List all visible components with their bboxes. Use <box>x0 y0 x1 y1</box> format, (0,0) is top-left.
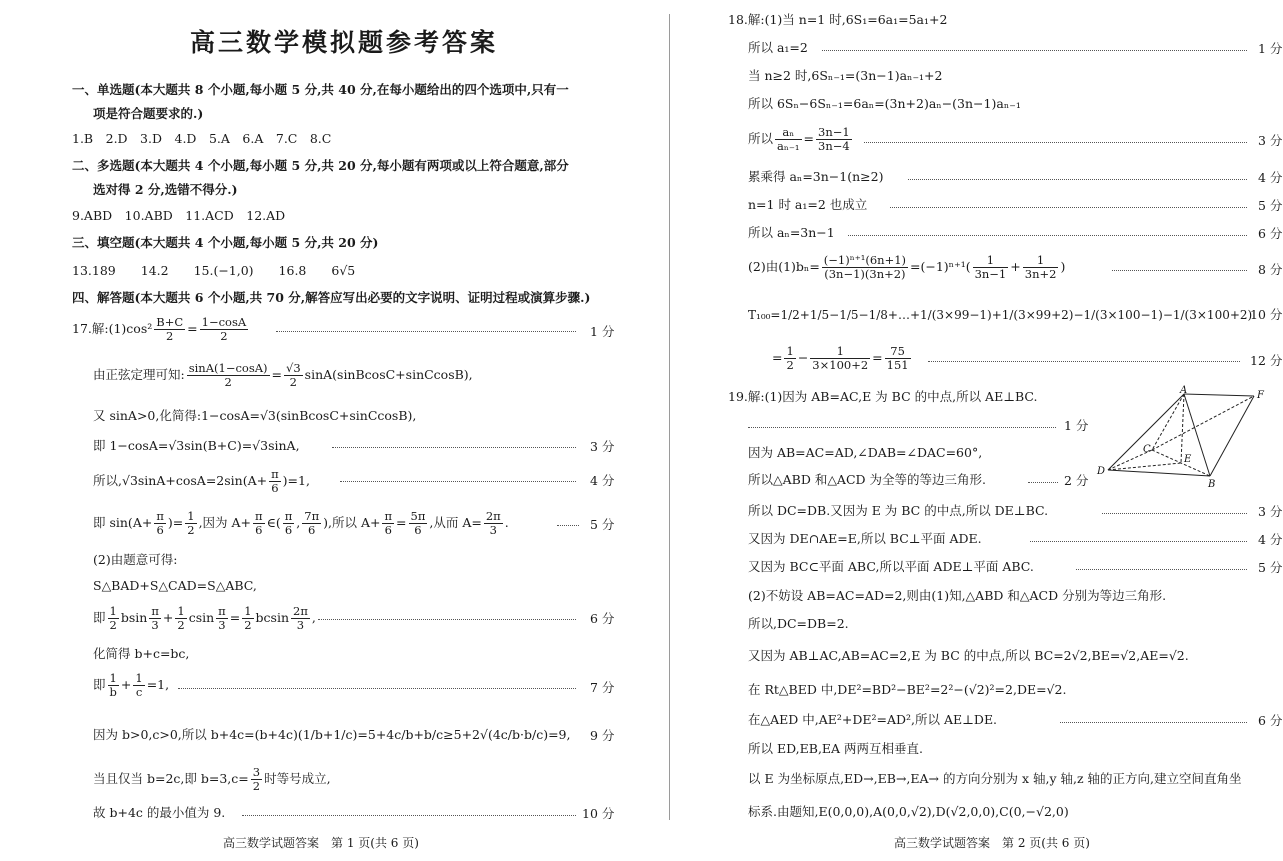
q17-line-13: 当且仅当 b=2c,即 b=3,c= $\frac{3}{2}$ 时等号成立, <box>93 765 331 793</box>
fig-label-d: D <box>1097 466 1106 477</box>
score-mark: 10 分 <box>582 806 615 821</box>
q19-line-10: 在 Rt△BED 中,DE²=BD²−BE²=2²−(√2)²=2,DE=√2. <box>748 682 1067 697</box>
q18-line-7: n=1 时 a₁=2 也成立 <box>748 197 868 212</box>
score-mark: 7 分 <box>590 680 615 695</box>
leader-dots <box>1028 482 1058 483</box>
section-1-header-cont: 项是符合题要求的.) <box>93 106 204 121</box>
section-2-header-cont: 选对得 2 分,选错不得分.) <box>93 182 238 197</box>
q19-line-6: 又因为 BC⊂平面 ABC,所以平面 ADE⊥平面 ABC. <box>748 559 1034 574</box>
leader-dots <box>890 207 1247 208</box>
edge-AF <box>1184 394 1254 396</box>
q17-line-6: 即 sin(A+ $\frac{\pi}{6}$ )= $\frac{1}{2}$ ,因为 A+ $\frac{\pi}{6}$ ∈( $\frac{\pi}{6}$ , $\frac{7\pi}{6}$ ),所以 A+ $\frac{\pi}{6}$ = $\frac{5\pi}{6}$ ,从而 A= $\frac{2\pi}{3}$ . <box>93 509 509 537</box>
leader-dots <box>1112 270 1247 271</box>
leader-dots <box>822 50 1247 51</box>
q17-line-12: 因为 b>0,c>0,所以 b+4c=(b+4c)(1/b+1/c)=5+4c/b+b/c≥5+2√(4c/b·b/c)=9, <box>93 727 571 742</box>
q18-line-8: 所以 aₙ=3n−1 <box>748 225 835 240</box>
q19-line-8: 所以,DC=DB=2. <box>748 616 849 631</box>
q17-line-1: 17.解:(1)cos² $\frac{B+C}{2}$ = $\frac{1-\cos A}{2}$ <box>72 315 247 343</box>
q18-line-9: (2)由(1)bₙ= $\frac{\text{(−1)ⁿ⁺¹(6n+1)}}{(3n-1)(3n+2)}$ =(−1)ⁿ⁺¹( $\frac{1}{3n-1}$ + $\frac{1}{3n+2}$ ) <box>748 253 1066 281</box>
score-mark: 4 分 <box>1258 170 1283 185</box>
edge-DE <box>1108 463 1181 470</box>
q17-line-3: 又 sinA>0,化简得:1−cosA=√3(sinBcosC+sinCcosB), <box>93 408 417 423</box>
fig-label-b: B <box>1208 479 1216 490</box>
edge-DB <box>1108 470 1210 476</box>
q17-line-9: 即 $\frac{1}{2}$ bsin $\frac{\pi}{3}$ + $\frac{1}{2}$ csin $\frac{\pi}{3}$ = $\frac{1}{2}$ bcsin $\frac{2\pi}{3}$ , <box>93 604 316 632</box>
leader-dots <box>848 235 1247 236</box>
score-mark: 5 分 <box>1258 560 1283 575</box>
page-2 <box>672 0 1283 861</box>
q18-line-2: 所以 a₁=2 <box>748 40 808 55</box>
geometry-figure <box>1092 384 1272 492</box>
score-mark: 5 分 <box>1258 198 1283 213</box>
section-3-header: 三、填空题(本大题共 4 个小题,每小题 5 分,共 20 分) <box>72 235 379 250</box>
q17-line-2: 由正弦定理可知: $\frac{\sin A(1-\cos A)}{2}$ = $\frac{√3}{2}$ sinA(sinBcosC+sinCcosB), <box>93 361 473 389</box>
q17-line-8: S△BAD+S△CAD=S△ABC, <box>93 578 257 593</box>
score-mark: 1 分 <box>1064 418 1089 433</box>
leader-dots <box>1102 513 1247 514</box>
section-3-answers: 13.189 14.2 15.(−1,0) 16.8 6√5 <box>72 263 356 278</box>
section-1-answers: 1.B 2.D 3.D 4.D 5.A 6.A 7.C 8.C <box>72 131 332 146</box>
q19-line-2: 因为 AB=AC=AD,∠DAB=∠DAC=60°, <box>748 445 983 460</box>
score-mark: 8 分 <box>1258 262 1283 277</box>
q19-line-5: 又因为 DE∩AE=E,所以 BC⊥平面 ADE. <box>748 531 982 546</box>
q17-line-10: 化简得 b+c=bc, <box>93 646 190 661</box>
leader-dots <box>1060 722 1247 723</box>
edge-AC <box>1152 394 1184 450</box>
q17-line-4: 即 1−cosA=√3sin(B+C)=√3sinA, <box>93 438 300 453</box>
q19-line-13: 以 E 为坐标原点,ED→,EB→,EA→ 的方向分别为 x 轴,y 轴,z 轴的正方向,建立空间直角坐 <box>748 771 1242 786</box>
edge-AE <box>1181 394 1184 463</box>
q19-line-7: (2)不妨设 AB=AC=AD=2,则由(1)知,△ABD 和△ACD 分别为等边三角形. <box>748 588 1167 603</box>
q18-line-5: 所以 $\frac{\text{aₙ}}{\text{aₙ₋₁}}$ = $\frac{3n-1}{3n-4}$ <box>748 125 850 153</box>
fig-label-c: C <box>1143 444 1151 455</box>
leader-dots <box>178 688 576 689</box>
leader-dots <box>1076 569 1247 570</box>
score-mark: 1 分 <box>1258 41 1283 56</box>
q17-line-7: (2)由题意可得: <box>93 552 178 567</box>
q18-line-10: T₁₀₀=1/2+1/5−1/5−1/8+…+1/(3×99−1)+1/(3×99+2)−1/(3×100−1)−1/(3×100+2) <box>748 308 1253 322</box>
q19-line-1: 19.解:(1)因为 AB=AC,E 为 BC 的中点,所以 AE⊥BC. <box>728 389 1038 404</box>
section-2-header: 二、多选题(本大题共 4 个小题,每小题 5 分,共 20 分,每小题有两项或以上符合题意,部分 <box>72 158 569 173</box>
footer-right: 高三数学试题答案 第 2 页(共 6 页) <box>894 836 1090 850</box>
leader-dots <box>908 179 1247 180</box>
leader-dots <box>276 331 576 332</box>
q19-line-3: 所以△ABD 和△ACD 为全等的等边三角形. <box>748 472 986 487</box>
score-mark: 2 分 <box>1064 473 1089 488</box>
score-mark: 6 分 <box>590 611 615 626</box>
q19-line-12: 所以 ED,EB,EA 两两互相垂直. <box>748 741 924 756</box>
score-mark: 10 分 <box>1250 307 1283 322</box>
q19-line-4: 所以 DC=DB.又因为 E 为 BC 的中点,所以 DE⊥BC. <box>748 503 1049 518</box>
score-mark: 4 分 <box>1258 532 1283 547</box>
q17-line-5: 所以,√3sinA+cosA=2sin(A+ $\frac{\pi}{6}$ )=1, <box>93 467 310 495</box>
leader-dots <box>1030 541 1247 542</box>
score-mark: 5 分 <box>590 517 615 532</box>
leader-dots <box>332 447 576 448</box>
q18-line-6: 累乘得 aₙ=3n−1(n≥2) <box>748 169 884 184</box>
score-mark: 3 分 <box>1258 504 1283 519</box>
leader-dots <box>748 427 1056 428</box>
q18-line-3: 当 n≥2 时,6Sₙ₋₁=(3n−1)aₙ₋₁+2 <box>748 68 943 83</box>
section-4-header: 四、解答题(本大题共 6 个小题,共 70 分,解答应写出必要的文字说明、证明过程或演算步骤.) <box>72 290 591 305</box>
q19-line-11: 在△AED 中,AE²+DE²=AD²,所以 AE⊥DE. <box>748 712 998 727</box>
footer-left: 高三数学试题答案 第 1 页(共 6 页) <box>223 836 419 850</box>
leader-dots <box>864 142 1247 143</box>
section-2-answers: 9.ABD 10.ABD 11.ACD 12.AD <box>72 208 286 223</box>
fig-label-f: F <box>1257 390 1264 401</box>
edge-CB <box>1152 450 1210 476</box>
q18-line-4: 所以 6Sₙ−6Sₙ₋₁=6aₙ=(3n+2)aₙ−(3n−1)aₙ₋₁ <box>748 96 1021 111</box>
score-mark: 3 分 <box>590 439 615 454</box>
q17-line-14: 故 b+4c 的最小值为 9. <box>93 805 226 820</box>
leader-dots <box>318 619 576 620</box>
page-title: 高三数学模拟题参考答案 <box>190 28 499 57</box>
score-mark: 6 分 <box>1258 226 1283 241</box>
score-mark: 6 分 <box>1258 713 1283 728</box>
q17-line-11: 即 $\frac{1}{b}$ + $\frac{1}{c}$ =1, <box>93 671 170 699</box>
score-mark: 4 分 <box>590 473 615 488</box>
leader-dots <box>928 361 1240 362</box>
leader-dots <box>340 481 576 482</box>
score-mark: 9 分 <box>590 728 615 743</box>
edge-AD <box>1108 394 1184 470</box>
leader-dots <box>557 525 579 526</box>
page-divider <box>669 14 670 820</box>
q18-line-1: 18.解:(1)当 n=1 时,6S₁=6a₁=5a₁+2 <box>728 12 948 27</box>
score-mark: 12 分 <box>1250 353 1283 368</box>
q19-line-9: 又因为 AB⊥AC,AB=AC=2,E 为 BC 的中点,所以 BC=2√2,BE=√2,AE=√2. <box>748 648 1189 663</box>
fig-label-e: E <box>1184 454 1192 465</box>
score-mark: 3 分 <box>1258 133 1283 148</box>
q18-line-11: = $\frac{1}{2}$ − $\frac{1}{3\times 100+2}$ = $\frac{75}{151}$ <box>772 344 909 372</box>
q19-line-14: 标系.由题知,E(0,0,0),A(0,0,√2),D(√2,0,0),C(0,−√2,0) <box>748 804 1069 819</box>
section-1-header: 一、单选题(本大题共 8 个小题,每小题 5 分,共 40 分,在每小题给出的四个选项中,只有一 <box>72 82 569 97</box>
score-mark: 1 分 <box>590 324 615 339</box>
fig-label-a: A <box>1180 385 1188 396</box>
leader-dots <box>242 815 576 816</box>
